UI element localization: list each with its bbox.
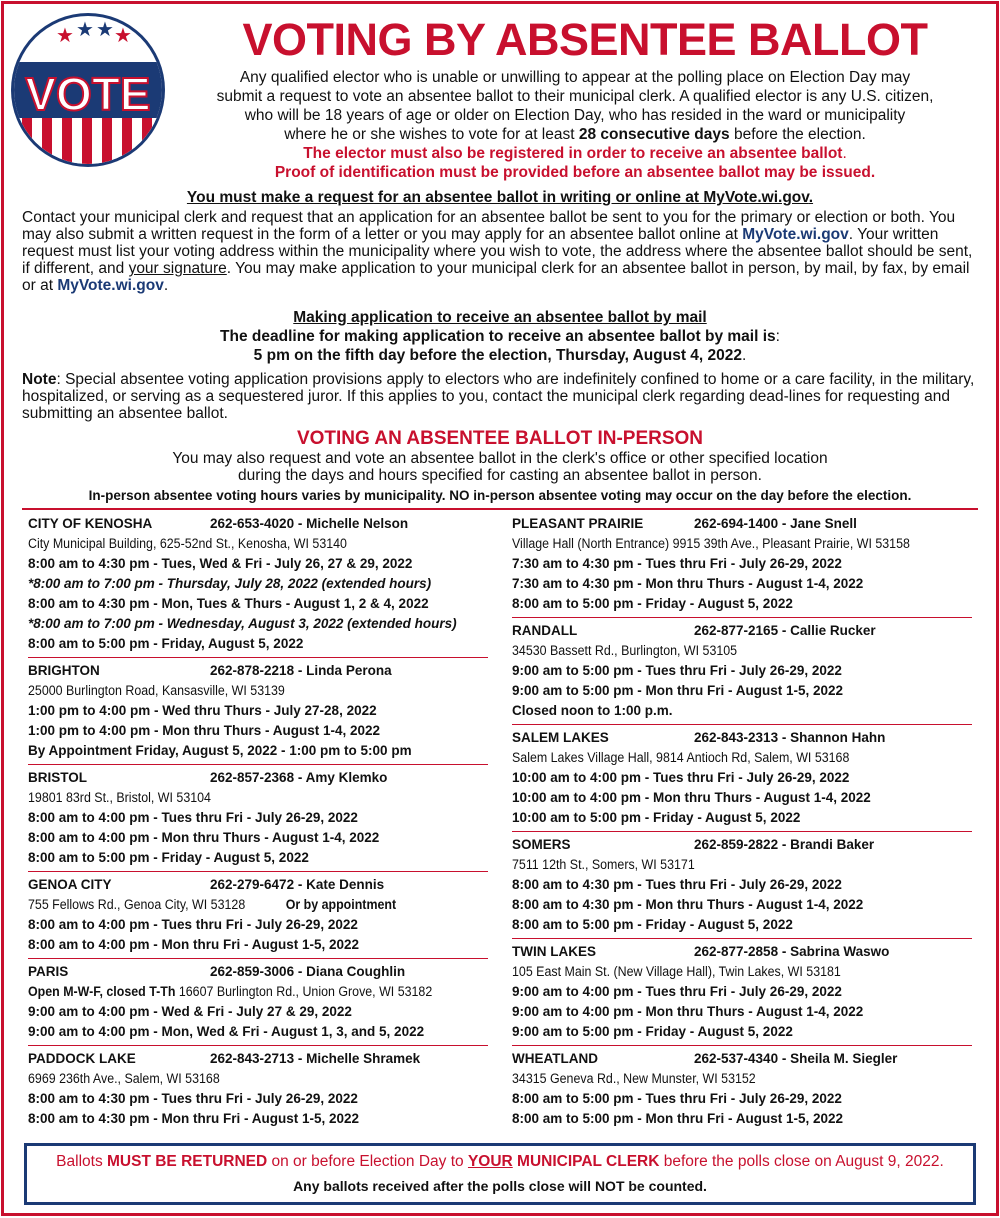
municipality-header bbox=[512, 835, 972, 855]
municipality-address: 7511 12th St., Somers, WI 53171 bbox=[512, 857, 695, 872]
municipality-column-right bbox=[506, 514, 978, 1135]
request-paragraph: Contact your municipal clerk and request that an application for an absentee ballot be sent to you for the primary or election or both. You may also submit a written request in the form of a letter or you may apply for an absentee ballot online at MyVote.wi.gov. Your written request must list your voting address within the municipality where you wish to vote, the address where the absentee ballot should be sent, if different, and your signature. You may make application to your municipal clerk for an absentee ballot in person, by mail, by fax, by email or at MyVote.wi.gov. bbox=[22, 209, 973, 294]
municipality-address: Village Hall (North Entrance) 9915 39th Ave., Pleasant Prairie, WI 53158 bbox=[512, 536, 910, 551]
municipality-address: Salem Lakes Village Hall, 9814 Antioch Rd, Salem, WI 53168 bbox=[512, 750, 850, 765]
flyer-page bbox=[1, 1, 999, 1216]
municipality-header bbox=[512, 621, 972, 641]
myvote-link[interactable]: MyVote.wi.gov bbox=[57, 277, 164, 294]
municipality-entry bbox=[512, 942, 972, 1046]
voting-hours-line: 7:30 am to 4:30 pm - Mon thru Thurs - August 1-4, 2022 bbox=[512, 576, 864, 591]
municipality-entry bbox=[512, 621, 972, 725]
municipality-header bbox=[512, 728, 972, 748]
svg-text:★: ★ bbox=[76, 17, 94, 41]
municipality-header bbox=[512, 1049, 972, 1069]
vote-logo-text: VOTE bbox=[25, 68, 151, 120]
municipality-header bbox=[512, 942, 972, 962]
voting-hours-line: 8:00 am to 4:00 pm - Mon thru Fri - August 1-5, 2022 bbox=[28, 937, 360, 952]
voting-hours-line: 1:00 pm to 4:00 pm - Mon thru Thurs - August 1-4, 2022 bbox=[28, 723, 381, 738]
clerk-contact: 262-537-4340 - Sheila M. Siegler bbox=[694, 1051, 898, 1066]
municipality-header bbox=[28, 962, 488, 982]
municipality-columns bbox=[22, 514, 978, 1135]
municipality-header bbox=[28, 768, 488, 788]
voting-hours-line: 10:00 am to 4:00 pm - Mon thru Thurs - August 1-4, 2022 bbox=[512, 790, 871, 805]
municipality-entry bbox=[512, 835, 972, 939]
voting-hours-line: 7:30 am to 4:30 pm - Tues thru Fri - July 26-29, 2022 bbox=[512, 556, 842, 571]
municipality-entry bbox=[512, 1049, 972, 1132]
voting-hours-line: *8:00 am to 7:00 pm - Wednesday, August 3, 2022 (extended hours) bbox=[28, 616, 457, 631]
hours-note: In-person absentee voting hours varies by municipality. NO in-person absentee voting may occur on the day before the election. bbox=[88, 488, 912, 503]
municipality-address: 19801 83rd St., Bristol, WI 53104 bbox=[28, 790, 211, 805]
voting-hours-line: 8:00 am to 4:30 pm - Tues, Wed & Fri - July 26, 27 & 29, 2022 bbox=[28, 556, 413, 571]
voting-hours-line: 9:00 am to 5:00 pm - Tues thru Fri - July 26-29, 2022 bbox=[512, 663, 842, 678]
voting-hours-line: 8:00 am to 4:00 pm - Mon thru Thurs - August 1-4, 2022 bbox=[28, 830, 380, 845]
registration-notice: The elector must also be registered in order to receive an absentee ballot. Proof of identification must be provided before an absentee ballot may be issued. bbox=[274, 145, 876, 181]
return-notice bbox=[24, 1143, 976, 1205]
mail-deadline: The deadline for making application to receive an absentee ballot by mail is: 5 pm on the fifth day before the election, Thursday, August 4, 2022. bbox=[220, 328, 780, 364]
clerk-contact: 262-694-1400 - Jane Snell bbox=[694, 516, 857, 531]
municipality-address: 25000 Burlington Road, Kansasville, WI 53139 bbox=[28, 683, 285, 698]
municipality-entry bbox=[512, 728, 972, 832]
request-heading: You must make a request for an absentee ballot in writing or online at MyVote.wi.gov. bbox=[186, 189, 814, 206]
voting-hours-line: 8:00 am to 4:30 pm - Tues thru Fri - July 26-29, 2022 bbox=[512, 877, 842, 892]
voting-hours-line: 8:00 am to 4:00 pm - Tues thru Fri - July 26-29, 2022 bbox=[28, 810, 358, 825]
voting-hours-line: 8:00 am to 5:00 pm - Friday - August 5, 2022 bbox=[512, 596, 793, 611]
municipality-name: PARIS bbox=[28, 964, 69, 979]
voting-hours-line: 9:00 am to 4:00 pm - Mon thru Thurs - August 1-4, 2022 bbox=[512, 1004, 864, 1019]
municipality-entry bbox=[28, 768, 488, 872]
municipality-address: 755 Fellows Rd., Genoa City, WI 53128 Or by appointment bbox=[28, 897, 397, 912]
voting-hours-line: 9:00 am to 5:00 pm - Mon thru Fri - August 1-5, 2022 bbox=[512, 683, 844, 698]
municipality-address: City Municipal Building, 625-52nd St., Kenosha, WI 53140 bbox=[28, 536, 347, 551]
municipality-name: BRISTOL bbox=[28, 770, 88, 785]
svg-text:★: ★ bbox=[56, 23, 74, 47]
municipality-address: 34315 Geneva Rd., New Munster, WI 53152 bbox=[512, 1071, 756, 1086]
svg-text:★: ★ bbox=[96, 17, 114, 41]
municipality-name: BRIGHTON bbox=[28, 663, 100, 678]
voting-hours-line: 1:00 pm to 4:00 pm - Wed thru Thurs - July 27-28, 2022 bbox=[28, 703, 377, 718]
voting-hours-line: 8:00 am to 4:30 pm - Tues thru Fri - July 26-29, 2022 bbox=[28, 1091, 358, 1106]
clerk-contact: 262-857-2368 - Amy Klemko bbox=[210, 770, 388, 785]
municipality-header bbox=[28, 1049, 488, 1069]
municipality-entry bbox=[28, 875, 488, 959]
voting-hours-line: By Appointment Friday, August 5, 2022 - 1:00 pm to 5:00 pm bbox=[28, 743, 412, 758]
municipality-name: SALEM LAKES bbox=[512, 730, 609, 745]
municipality-entry bbox=[512, 514, 972, 618]
svg-text:★: ★ bbox=[114, 23, 132, 47]
municipality-name: PLEASANT PRAIRIE bbox=[512, 516, 644, 531]
voting-hours-line: 9:00 am to 4:00 pm - Mon, Wed & Fri - August 1, 3, and 5, 2022 bbox=[28, 1024, 425, 1039]
municipality-header bbox=[28, 514, 488, 534]
clerk-contact: 262-843-2713 - Michelle Shramek bbox=[210, 1051, 421, 1066]
municipality-address: 6969 236th Ave., Salem, WI 53168 bbox=[28, 1071, 220, 1086]
municipality-header bbox=[512, 514, 972, 534]
voting-hours-line: 10:00 am to 5:00 pm - Friday - August 5, 2022 bbox=[512, 810, 801, 825]
intro-line: Any qualified elector who is unable or unwilling to appear at the polling place on Election Day may bbox=[239, 69, 911, 86]
municipality-name: SOMERS bbox=[512, 837, 571, 852]
voting-hours-line: 8:00 am to 5:00 pm - Friday - August 5, 2022 bbox=[512, 917, 793, 932]
voting-hours-line: 8:00 am to 4:30 pm - Mon thru Fri - August 1-5, 2022 bbox=[28, 1111, 360, 1126]
municipality-header bbox=[28, 661, 488, 681]
voting-hours-line: 8:00 am to 4:30 pm - Mon thru Thurs - August 1-4, 2022 bbox=[512, 897, 864, 912]
inperson-text: You may also request and vote an absentee ballot in the clerk's office or other specified location during the days and hours specified for casting an absentee ballot in person. bbox=[172, 450, 828, 484]
municipality-column-left bbox=[22, 514, 494, 1135]
intro-line: who will be 18 years of age or older on Election Day, who has resided in the ward or municipality bbox=[244, 107, 906, 124]
municipality-entry bbox=[28, 1049, 488, 1132]
clerk-contact: 262-859-3006 - Diana Coughlin bbox=[210, 964, 406, 979]
vote-logo bbox=[8, 10, 168, 170]
clerk-contact: 262-859-2822 - Brandi Baker bbox=[694, 837, 875, 852]
municipality-header bbox=[28, 875, 488, 895]
voting-hours-line: 8:00 am to 5:00 pm - Friday - August 5, 2022 bbox=[28, 850, 309, 865]
clerk-contact: 262-878-2218 - Linda Perona bbox=[210, 663, 392, 678]
myvote-link[interactable]: MyVote.wi.gov bbox=[742, 226, 849, 243]
municipality-name: RANDALL bbox=[512, 623, 578, 638]
clerk-contact: 262-843-2313 - Shannon Hahn bbox=[694, 730, 886, 745]
divider bbox=[22, 508, 978, 510]
page-title: VOTING BY ABSENTEE BALLOT bbox=[242, 14, 928, 65]
municipality-entry bbox=[28, 661, 488, 765]
municipality-entry bbox=[28, 514, 488, 658]
intro-text bbox=[172, 68, 978, 144]
voting-hours-line: 8:00 am to 4:00 pm - Tues thru Fri - July 26-29, 2022 bbox=[28, 917, 358, 932]
voting-hours-line: Closed noon to 1:00 p.m. bbox=[512, 703, 673, 718]
municipality-address: 105 East Main St. (New Village Hall), Twin Lakes, WI 53181 bbox=[512, 964, 841, 979]
municipality-name: CITY OF KENOSHA bbox=[28, 516, 153, 531]
intro-line: submit a request to vote an absentee ballot to their municipal clerk. A qualified elector is any U.S. citizen, bbox=[216, 88, 934, 105]
clerk-contact: 262-877-2858 - Sabrina Waswo bbox=[694, 944, 890, 959]
voting-hours-line: 8:00 am to 5:00 pm - Friday, August 5, 2022 bbox=[28, 636, 304, 651]
voting-hours-line: 9:00 am to 4:00 pm - Wed & Fri - July 27 & 29, 2022 bbox=[28, 1004, 352, 1019]
mail-note: Note: Special absentee voting application provisions apply to electors who are indefinitely confined to home or a care facility, in the military, hospitalized, or serving as a sequestered juror. If this applies to you, contact the municipal clerk regarding dead-lines for requesting and submitting an absentee ballot. bbox=[22, 371, 975, 422]
voting-hours-line: 9:00 am to 4:00 pm - Tues thru Fri - July 26-29, 2022 bbox=[512, 984, 842, 999]
municipality-name: WHEATLAND bbox=[512, 1051, 598, 1066]
intro-line: where he or she wishes to vote for at least 28 consecutive days before the election. bbox=[284, 126, 866, 143]
inperson-heading: VOTING AN ABSENTEE BALLOT IN-PERSON bbox=[296, 428, 704, 449]
voting-hours-line: 9:00 am to 5:00 pm - Friday - August 5, 2022 bbox=[512, 1024, 793, 1039]
municipality-name: PADDOCK LAKE bbox=[28, 1051, 136, 1066]
voting-hours-line: 10:00 am to 4:00 pm - Tues thru Fri - July 26-29, 2022 bbox=[512, 770, 850, 785]
late-ballot-warning: Any ballots received after the polls close will NOT be counted. bbox=[293, 1178, 707, 1194]
municipality-entry bbox=[28, 962, 488, 1046]
clerk-contact: 262-653-4020 - Michelle Nelson bbox=[210, 516, 409, 531]
municipality-name: TWIN LAKES bbox=[512, 944, 596, 959]
voting-hours-line: 8:00 am to 4:30 pm - Mon, Tues & Thurs - August 1, 2 & 4, 2022 bbox=[28, 596, 429, 611]
clerk-contact: 262-279-6472 - Kate Dennis bbox=[210, 877, 385, 892]
mail-heading: Making application to receive an absentee ballot by mail bbox=[293, 309, 707, 326]
voting-hours-line: 8:00 am to 5:00 pm - Tues thru Fri - July 26-29, 2022 bbox=[512, 1091, 842, 1106]
return-deadline: Ballots MUST BE RETURNED on or before Election Day to YOUR MUNICIPAL CLERK before the polls close on August 9, 2022. bbox=[56, 1153, 944, 1170]
clerk-contact: 262-877-2165 - Callie Rucker bbox=[694, 623, 876, 638]
municipality-address: Open M-W-F, closed T-Th 16607 Burlington Rd., Union Grove, WI 53182 bbox=[28, 984, 433, 999]
voting-hours-line: 8:00 am to 5:00 pm - Mon thru Fri - August 1-5, 2022 bbox=[512, 1111, 844, 1126]
municipality-address: 34530 Bassett Rd., Burlington, WI 53105 bbox=[512, 643, 738, 658]
municipality-name: GENOA CITY bbox=[28, 877, 112, 892]
voting-hours-line: *8:00 am to 7:00 pm - Thursday, July 28, 2022 (extended hours) bbox=[28, 576, 432, 591]
